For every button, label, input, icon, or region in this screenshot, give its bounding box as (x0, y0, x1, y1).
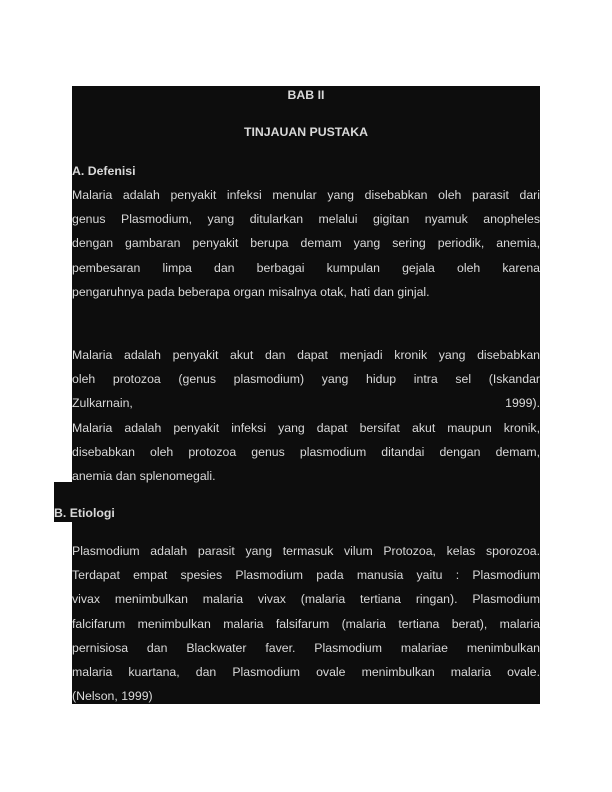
paragraph-line: genus Plasmodium, yang ditularkan melalui gigitan nyamuk anopheles (72, 212, 540, 227)
paragraph-line: falcifarum menimbulkan malaria falsifarum (malaria tertiana berat), malaria (72, 616, 540, 631)
paragraph-line: (Nelson, 1999) (72, 689, 153, 704)
paragraph-line: Malaria adalah penyakit infeksi menular yang disebabkan oleh parasit dari (72, 188, 540, 202)
paragraph-line: disebabkan oleh protozoa genus plasmodium ditandai dengan demam, (72, 444, 540, 459)
section-a-heading: A. Defenisi (72, 164, 136, 178)
section-b-paragraph (72, 539, 540, 708)
paragraph-line: Plasmodium adalah parasit yang termasuk vilum Protozoa, kelas sporozoa. (72, 544, 540, 558)
paragraph-line: Zulkarnain, 1999). (72, 396, 540, 411)
paragraph-line: anemia dan splenomegali. (72, 468, 216, 483)
paragraph-line: Terdapat empat spesies Plasmodium pada manusia yaitu : Plasmodium (72, 568, 540, 583)
paragraph-line: vivax menimbulkan malaria vivax (malaria tertiana ringan). Plasmodium (72, 592, 540, 607)
section-a-paragraph-1 (72, 183, 540, 304)
chapter-label: BAB II (287, 88, 325, 102)
paragraph-line: malaria kuartana, dan Plasmodium ovale menimbulkan malaria ovale. (72, 664, 540, 679)
paragraph-line: pernisiosa dan Blackwater faver. Plasmodium malariae menimbulkan (72, 640, 540, 655)
paragraph-line: dengan gambaran penyakit berupa demam yang sering periodik, anemia, (72, 236, 540, 251)
paragraph-line: Malaria adalah penyakit akut dan dapat menjadi kronik yang disebabkan (72, 348, 540, 362)
paragraph-line: oleh protozoa (genus plasmodium) yang hidup intra sel (Iskandar (72, 372, 540, 387)
paragraph-line: Malaria adalah penyakit infeksi yang dapat bersifat akut maupun kronik, (72, 420, 540, 435)
section-b-heading: B. Etiologi (54, 506, 115, 520)
page-title: TINJAUAN PUSTAKA (243, 125, 369, 139)
paragraph-line: pembesaran limpa dan berbagai kumpulan gejala oleh karena (72, 260, 540, 275)
paragraph-line: pengaruhnya pada beberapa organ misalnya otak, hati dan ginjal. (72, 284, 430, 299)
section-a-paragraph-2 (72, 343, 540, 488)
